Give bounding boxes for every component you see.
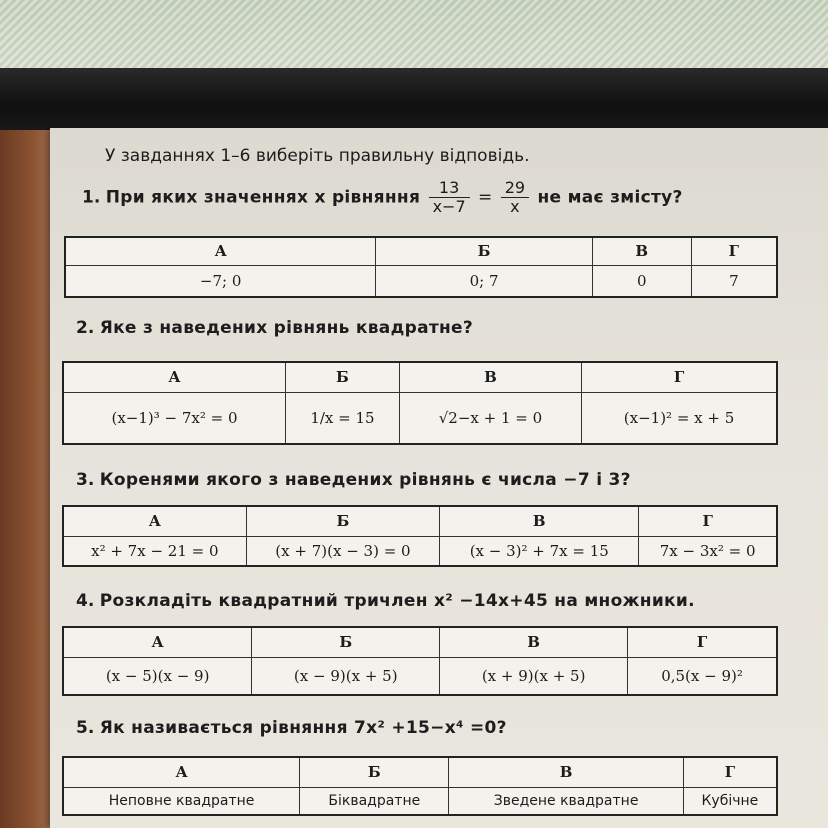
col-header-b: Б	[300, 757, 449, 787]
answer-option-v[interactable]: 0	[592, 265, 691, 297]
answer-option-g[interactable]: 7x − 3x² = 0	[639, 536, 777, 566]
answer-option-a[interactable]: −7; 0	[65, 265, 376, 297]
col-header-b: Б	[246, 506, 440, 536]
answer-option-a[interactable]: (x−1)³ − 7x² = 0	[63, 392, 286, 444]
answer-option-v[interactable]: Зведене квадратне	[449, 787, 683, 815]
question-5	[76, 718, 507, 738]
question-text: Яке з наведених рівнянь квадратне?	[99, 318, 474, 338]
question-number: 4.	[76, 591, 95, 611]
answer-option-g[interactable]: 0,5(x − 9)²	[628, 657, 777, 695]
col-header-g: Г	[639, 506, 777, 536]
answer-option-g[interactable]: 7	[691, 265, 777, 297]
answer-table-5	[62, 756, 778, 816]
dark-cover-band	[0, 68, 828, 132]
answer-option-g[interactable]: (x−1)² = x + 5	[582, 392, 777, 444]
col-header-g: Г	[628, 627, 777, 657]
answer-option-b[interactable]: 0; 7	[376, 265, 592, 297]
col-header-g: Г	[683, 757, 777, 787]
question-text: Як називається рівняння 7x² +15−x⁴ =0?	[99, 718, 507, 738]
instructions-line: У завданнях 1–6 виберіть правильну відповідь.	[105, 146, 530, 166]
col-header-a: А	[63, 506, 246, 536]
fraction-denominator: x−7	[432, 197, 466, 216]
answer-option-b[interactable]: Біквадратне	[300, 787, 449, 815]
question-text-end: не має змісту?	[537, 187, 683, 208]
answer-option-a[interactable]: (x − 5)(x − 9)	[63, 657, 252, 695]
col-header-g: Г	[582, 362, 777, 392]
col-header-b: Б	[376, 237, 592, 265]
question-number: 1.	[82, 187, 101, 208]
col-header-a: А	[65, 237, 376, 265]
answer-option-a[interactable]: x² + 7x − 21 = 0	[63, 536, 246, 566]
answer-option-b[interactable]: 1/x = 15	[286, 392, 400, 444]
col-header-v: В	[440, 627, 628, 657]
question-number: 2.	[76, 318, 95, 338]
col-header-a: А	[63, 757, 300, 787]
fraction-denominator: x	[510, 197, 520, 216]
question-4	[76, 591, 695, 611]
question-1	[82, 179, 683, 216]
col-header-b: Б	[286, 362, 400, 392]
col-header-v: В	[449, 757, 683, 787]
answer-option-v[interactable]: (x − 3)² + 7x = 15	[440, 536, 639, 566]
question-3	[76, 470, 631, 490]
fraction-2	[501, 179, 529, 216]
col-header-v: В	[399, 362, 581, 392]
col-header-a: А	[63, 362, 286, 392]
col-header-b: Б	[252, 627, 440, 657]
equals-sign: =	[478, 187, 493, 208]
fraction-1	[429, 179, 470, 216]
answer-option-v[interactable]: √2−x + 1 = 0	[399, 392, 581, 444]
answer-table-4	[62, 626, 778, 696]
answer-option-b[interactable]: (x − 9)(x + 5)	[252, 657, 440, 695]
tablecloth-background	[0, 0, 828, 72]
answer-option-b[interactable]: (x + 7)(x − 3) = 0	[246, 536, 440, 566]
fraction-numerator: 13	[429, 179, 470, 198]
answer-table-3	[62, 505, 778, 567]
col-header-v: В	[592, 237, 691, 265]
fraction-numerator: 29	[501, 179, 529, 198]
answer-table-2	[62, 361, 778, 445]
answer-option-a[interactable]: Неповне квадратне	[63, 787, 300, 815]
question-text: Розкладіть квадратний тричлен x² −14x+45 на множники.	[99, 591, 695, 611]
col-header-a: А	[63, 627, 252, 657]
answer-option-g[interactable]: Кубічне	[683, 787, 777, 815]
col-header-v: В	[440, 506, 639, 536]
question-text: При яких значеннях x рівняння	[105, 187, 421, 208]
question-text: Коренями якого з наведених рівнянь є числа −7 і 3?	[99, 470, 631, 490]
answer-option-v[interactable]: (x + 9)(x + 5)	[440, 657, 628, 695]
question-number: 5.	[76, 718, 95, 738]
answer-table-1	[64, 236, 778, 298]
col-header-g: Г	[691, 237, 777, 265]
question-2	[76, 318, 473, 338]
question-number: 3.	[76, 470, 95, 490]
